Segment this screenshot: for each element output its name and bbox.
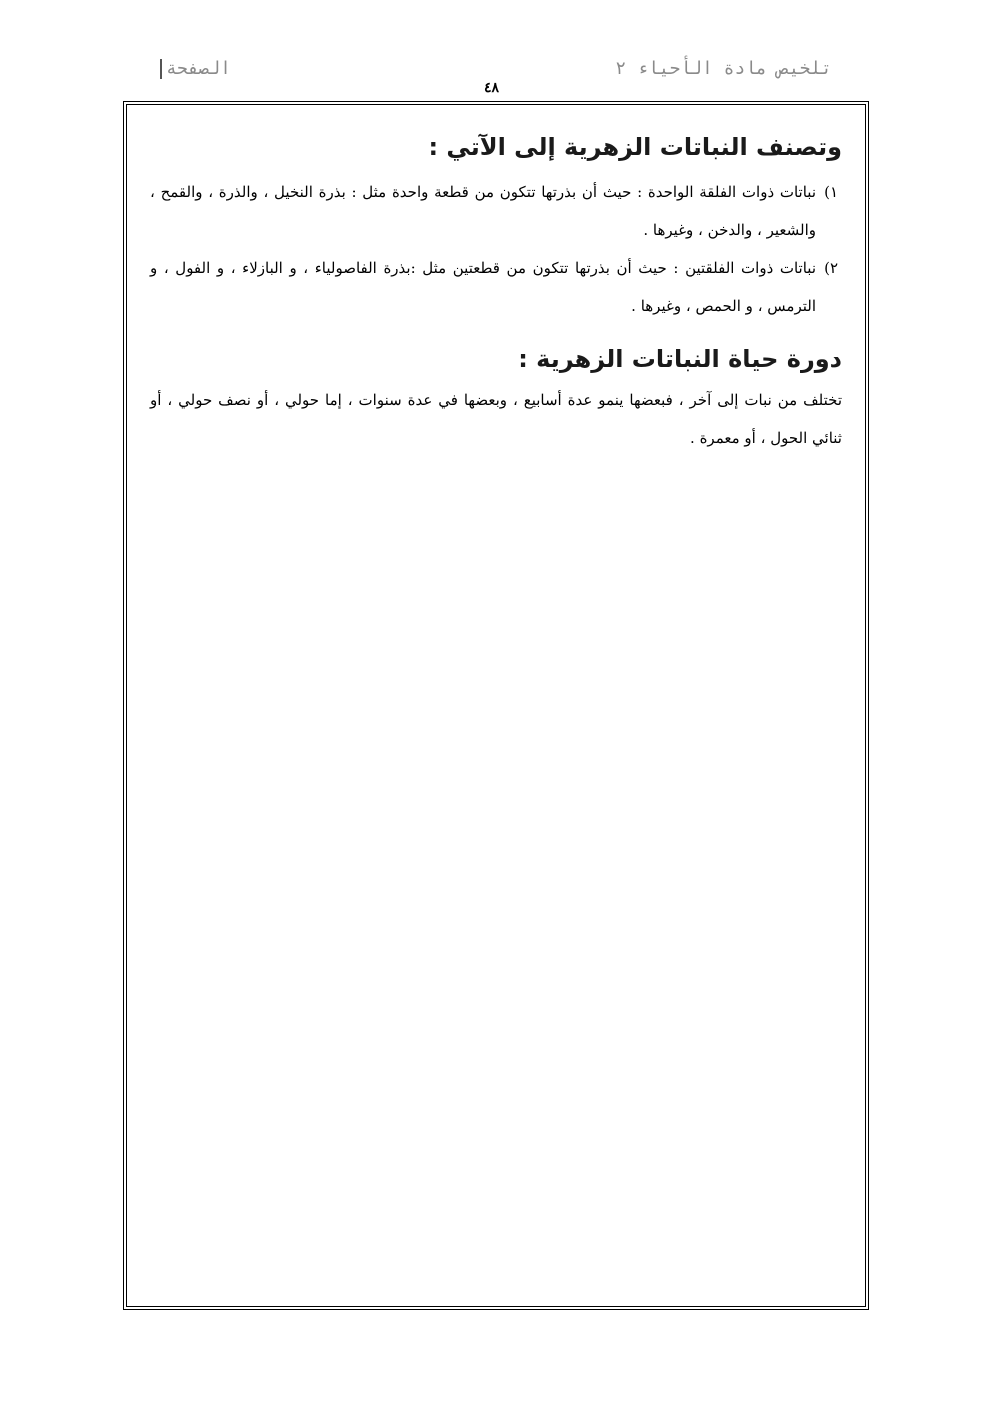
list-item-number: ١) xyxy=(824,183,838,201)
document-header-page-label xyxy=(160,58,231,79)
header-divider-bar xyxy=(160,59,162,79)
list-item-text: نباتات ذوات الفلقة الواحدة : حيث أن بذرتها تتكون من قطعة واحدة مثل : بذرة النخيل ، والذرة ، والقمح ، والشعير ، والدخن ، وغيرها . xyxy=(150,183,816,239)
section-heading-life-cycle: دورة حياة النباتات الزهرية : xyxy=(518,345,842,373)
page-content xyxy=(150,125,842,457)
page-number: ٤٨ xyxy=(484,80,500,96)
page-label-text: الصفحة xyxy=(166,58,232,79)
life-cycle-paragraph: تختلف من نبات إلى آخر ، فبعضها ينمو عدة أسابيع ، وبعضها في عدة سنوات ، إما حولي ، أو نصف حولي ، أو ثنائي الحول ، أو معمرة . xyxy=(150,391,842,447)
list-item-text: نباتات ذوات الفلقتين : حيث أن بذرتها تتكون من قطعتين مثل :بذرة الفاصولياء ، و البازلاء ، و الفول ، و الترمس ، و الحمص ، وغيرها . xyxy=(150,259,816,315)
list-item xyxy=(150,173,842,249)
section-heading-classification: وتصنف النباتات الزهرية إلى الآتي : xyxy=(428,133,842,161)
document-header-title: تلخيص مادة الأحياء ٢ xyxy=(615,58,832,79)
list-item xyxy=(150,249,842,325)
list-item-number: ٢) xyxy=(824,259,838,277)
